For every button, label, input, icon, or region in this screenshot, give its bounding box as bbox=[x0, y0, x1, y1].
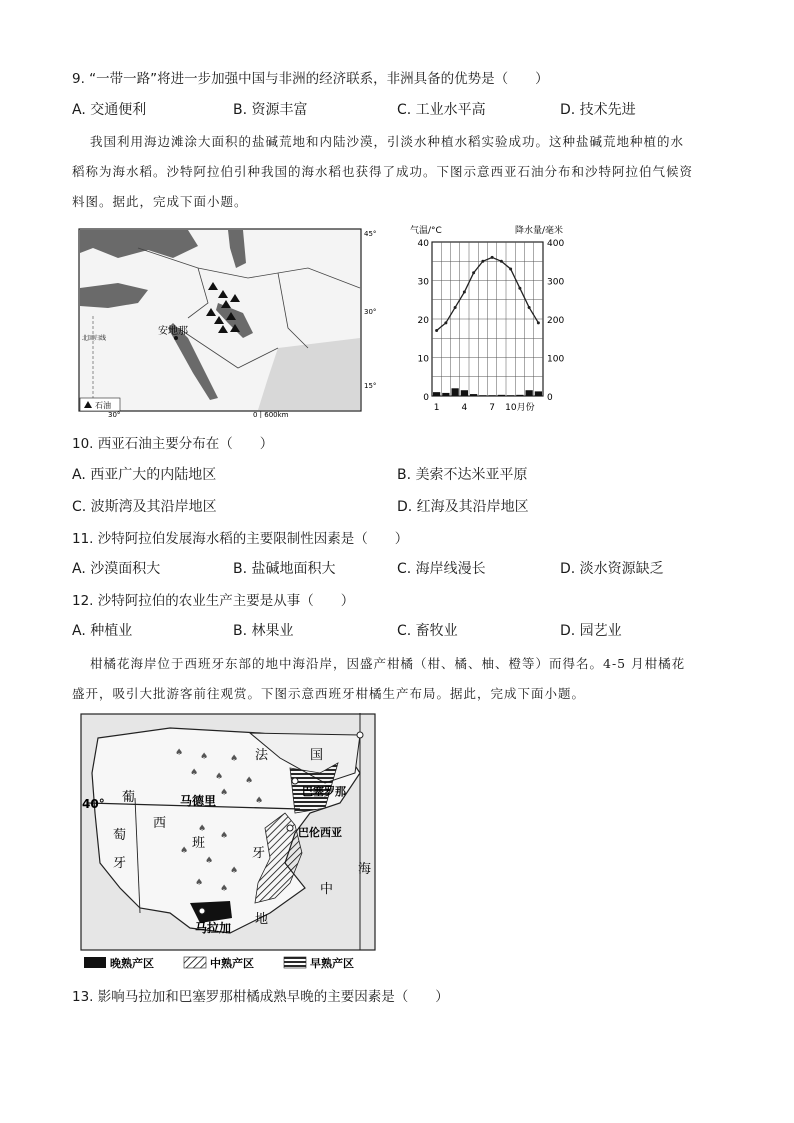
temp-tick-label: 20 bbox=[417, 316, 429, 326]
precip-bar bbox=[498, 395, 505, 396]
svg-text:♠: ♠ bbox=[255, 796, 264, 806]
svg-text:♠: ♠ bbox=[198, 824, 207, 834]
lat-bottom: 15° bbox=[364, 382, 377, 390]
early-legend-label: 早熟产区 bbox=[310, 957, 354, 970]
temp-tick-label: 30 bbox=[417, 277, 429, 288]
precip-bar bbox=[507, 395, 514, 396]
oil-legend-label: 石油 bbox=[95, 401, 111, 410]
city-label: 安地那 bbox=[158, 326, 188, 337]
temp-point bbox=[481, 260, 484, 263]
question-11-stem: 11. 沙特阿拉伯发展海水稻的主要限制性因素是（ ） bbox=[72, 531, 409, 547]
q9-option-b[interactable]: B. 资源丰富 bbox=[233, 102, 308, 118]
late-legend-swatch bbox=[84, 957, 106, 968]
passage-1-line-1: 我国利用海边滩涂大面积的盐碱荒地和内陆沙漠，引淡水种植水稻实验成功。这种盐碱荒地种植的水 bbox=[90, 134, 685, 149]
early-legend-swatch bbox=[284, 957, 306, 968]
scale-label: 0 | 600km bbox=[253, 411, 289, 418]
precip-bar bbox=[442, 393, 449, 396]
precip-bar bbox=[461, 390, 468, 396]
q10-option-d[interactable]: D. 红海及其沿岸地区 bbox=[397, 499, 529, 515]
malaga-marker bbox=[199, 908, 205, 914]
lon-label: 30° bbox=[108, 411, 121, 418]
question-10-stem: 10. 西亚石油主要分布在（ ） bbox=[72, 436, 274, 452]
lat-mid: 30° bbox=[364, 308, 377, 316]
precip-tick-label: 0 bbox=[547, 393, 553, 403]
temp-point bbox=[509, 267, 512, 270]
spain-label-2: 班 bbox=[192, 836, 206, 851]
sea-label-3: 地 bbox=[255, 912, 269, 927]
temp-point bbox=[537, 321, 540, 324]
svg-text:♠: ♠ bbox=[195, 878, 204, 888]
temp-point bbox=[472, 271, 475, 274]
lat-top: 45° bbox=[364, 230, 377, 238]
question-12-stem: 12. 沙特阿拉伯的农业生产主要是从事（ ） bbox=[72, 593, 355, 609]
svg-text:♠: ♠ bbox=[220, 831, 229, 841]
q10-option-c[interactable]: C. 波斯湾及其沿岸地区 bbox=[72, 499, 217, 515]
precip-bar bbox=[433, 392, 440, 396]
barcelona-label: 巴塞罗那 bbox=[302, 785, 346, 798]
temp-point bbox=[500, 260, 503, 263]
q12-option-c[interactable]: C. 畜牧业 bbox=[397, 623, 458, 639]
month-tick-label: 7 bbox=[489, 403, 495, 413]
q12-option-a[interactable]: A. 种植业 bbox=[72, 623, 133, 639]
temp-point bbox=[444, 321, 447, 324]
meridian-marker bbox=[357, 732, 363, 738]
q11-option-b[interactable]: B. 盐碱地面积大 bbox=[233, 561, 336, 577]
month-tick-label: 4 bbox=[461, 403, 468, 413]
svg-text:♠: ♠ bbox=[220, 788, 229, 798]
france-label-1: 法 bbox=[255, 748, 269, 763]
malaga-label: 马拉加 bbox=[195, 921, 232, 935]
passage-1-line-2: 稻称为海水稻。沙特阿拉伯引种我国的海水稻也获得了成功。下图示意西亚石油分布和沙特阿拉伯气候资 bbox=[72, 164, 694, 179]
q12-option-d[interactable]: D. 园艺业 bbox=[560, 623, 622, 639]
q12-option-b[interactable]: B. 林果业 bbox=[233, 623, 294, 639]
q9-option-d[interactable]: D. 技术先进 bbox=[560, 102, 636, 118]
q11-option-c[interactable]: C. 海岸线漫长 bbox=[397, 561, 486, 577]
passage-2-line-1: 柑橘花海岸位于西班牙东部的地中海沿岸，因盛产柑橘（柑、橘、柚、橙等）而得名。4-5 月柑橘花 bbox=[90, 656, 686, 671]
mid-legend-swatch bbox=[184, 957, 206, 968]
late-legend-label: 晚熟产区 bbox=[110, 957, 154, 970]
madrid-label: 马德里 bbox=[180, 794, 217, 808]
question-9-stem: 9. “一带一路”将进一步加强中国与非洲的经济联系，非洲具备的优势是（ ） bbox=[72, 71, 549, 87]
precip-tick-label: 200 bbox=[547, 316, 565, 326]
spain-label-1: 西 bbox=[153, 816, 167, 831]
svg-text:♠: ♠ bbox=[245, 776, 254, 786]
latitude-label: 40° bbox=[82, 797, 105, 811]
q11-option-a[interactable]: A. 沙漠面积大 bbox=[72, 561, 161, 577]
q10-option-b[interactable]: B. 美索不达米亚平原 bbox=[397, 467, 528, 483]
svg-text:♠: ♠ bbox=[230, 866, 239, 876]
passage-2-line-2: 盛开，吸引大批游客前往观赏。下图示意西班牙柑橘生产布局。据此，完成下面小题。 bbox=[72, 686, 586, 701]
sea-label-2: 中 bbox=[320, 882, 334, 897]
q9-option-a[interactable]: A. 交通便利 bbox=[72, 102, 147, 118]
precip-tick-label: 400 bbox=[547, 239, 565, 249]
temp-point bbox=[454, 306, 457, 309]
precip-axis-label: 降水量/毫米 bbox=[515, 226, 564, 236]
precip-bar bbox=[535, 391, 542, 396]
svg-text:♠: ♠ bbox=[205, 856, 214, 866]
temp-point bbox=[518, 287, 521, 290]
temp-tick-label: 40 bbox=[417, 239, 429, 249]
svg-text:♠: ♠ bbox=[180, 846, 189, 856]
temp-point bbox=[435, 329, 438, 332]
portugal-label-1: 葡 bbox=[122, 790, 136, 805]
question-13-stem: 13. 影响马拉加和巴塞罗那柑橘成熟早晚的主要因素是（ ） bbox=[72, 989, 449, 1005]
svg-text:♠: ♠ bbox=[220, 884, 229, 894]
precip-bar bbox=[516, 395, 523, 396]
svg-text:♠: ♠ bbox=[230, 754, 239, 764]
west-asia-oil-map bbox=[78, 228, 384, 418]
q11-option-d[interactable]: D. 淡水资源缺乏 bbox=[560, 561, 664, 577]
month-tick-label: 1 bbox=[433, 403, 440, 413]
temp-point bbox=[528, 306, 531, 309]
precip-bar bbox=[526, 390, 533, 396]
svg-text:♠: ♠ bbox=[175, 748, 184, 758]
spain-label-3: 牙 bbox=[252, 846, 266, 861]
q10-option-a[interactable]: A. 西亚广大的内陆地区 bbox=[72, 467, 217, 483]
valencia-label: 巴伦西亚 bbox=[298, 826, 342, 839]
passage-1-line-3: 料图。据此，完成下面小题。 bbox=[72, 194, 248, 209]
precip-bar bbox=[479, 395, 486, 396]
temp-axis-label: 气温/°C bbox=[410, 226, 442, 236]
barcelona-marker bbox=[292, 778, 298, 784]
svg-text:♠: ♠ bbox=[215, 772, 224, 782]
q9-option-c[interactable]: C. 工业水平高 bbox=[397, 102, 486, 118]
precip-tick-label: 100 bbox=[547, 354, 565, 365]
temp-point bbox=[491, 256, 494, 259]
mid-legend-label: 中熟产区 bbox=[210, 957, 254, 970]
precip-bar bbox=[489, 395, 496, 396]
precip-bar bbox=[470, 394, 477, 396]
svg-text:♠: ♠ bbox=[200, 752, 209, 762]
saudi-climate-chart bbox=[410, 222, 585, 418]
portugal-label-2: 萄 bbox=[113, 828, 127, 843]
precip-bar bbox=[452, 388, 459, 396]
month-tick-label: 10月份 bbox=[505, 403, 535, 413]
valencia-marker bbox=[287, 825, 293, 831]
temp-point bbox=[463, 291, 466, 294]
spain-citrus-map bbox=[80, 713, 380, 975]
france-label-2: 国 bbox=[310, 748, 324, 763]
portugal-label-3: 牙 bbox=[113, 856, 127, 871]
temp-tick-label: 0 bbox=[423, 393, 429, 403]
temp-tick-label: 10 bbox=[417, 354, 429, 365]
precip-tick-label: 300 bbox=[547, 277, 565, 288]
tropic-label: 北回归线 bbox=[82, 335, 107, 342]
sea-label-1: 海 bbox=[358, 862, 372, 877]
svg-text:♠: ♠ bbox=[190, 768, 199, 778]
